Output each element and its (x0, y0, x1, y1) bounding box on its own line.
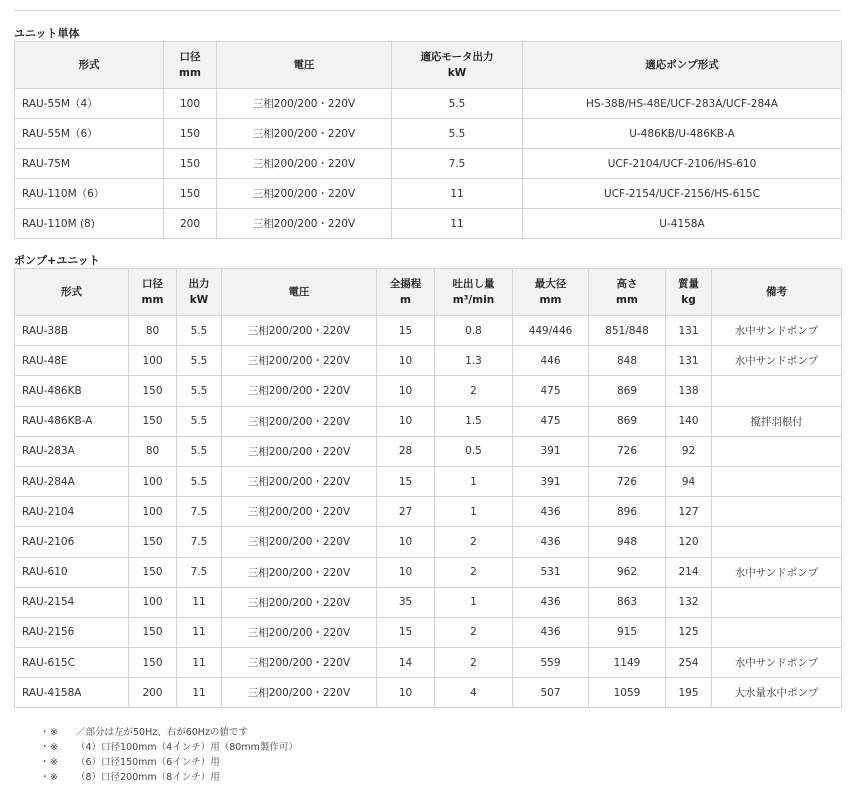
table-cell: 11 (392, 179, 523, 209)
table-row (15, 149, 842, 179)
table-cell: 三相200/200・220V (222, 527, 377, 557)
table-row (15, 89, 842, 119)
table-cell: RAU-2156 (15, 617, 129, 647)
column-header: 全揚程 m (377, 269, 435, 316)
table-cell: RAU-283A (15, 436, 129, 466)
table-cell: RAU-610 (15, 557, 129, 587)
table-cell (712, 587, 842, 617)
table-row (15, 678, 842, 708)
table-cell: 948 (589, 527, 666, 557)
table-header-row (15, 42, 842, 89)
bullet: ・ (40, 772, 50, 783)
table-cell: 475 (513, 406, 589, 436)
table-cell: 80 (129, 316, 177, 346)
table-header-row (15, 269, 842, 316)
column-header: 高さ mm (589, 269, 666, 316)
table-cell: 11 (177, 648, 222, 678)
column-header: 最大径 mm (513, 269, 589, 316)
table-cell: 7.5 (392, 149, 523, 179)
column-header: 形式 (15, 42, 164, 89)
pump-table-title: ポンプ+ユニット (14, 254, 100, 267)
table-cell: 150 (164, 179, 217, 209)
table-cell: 150 (129, 376, 177, 406)
table-row (15, 376, 842, 406)
table-cell: 531 (513, 557, 589, 587)
table-cell: 92 (666, 436, 712, 466)
table-cell: 869 (589, 376, 666, 406)
table-cell: 200 (129, 678, 177, 708)
table-cell: 28 (377, 436, 435, 466)
table-cell: 水中サンドポンプ (712, 316, 842, 346)
table-cell: 391 (513, 466, 589, 496)
table-row (15, 648, 842, 678)
table-row (15, 179, 842, 209)
table-cell: 100 (129, 497, 177, 527)
table-cell: 446 (513, 346, 589, 376)
table-cell: 15 (377, 466, 435, 496)
table-cell: 1059 (589, 678, 666, 708)
table-cell: 100 (129, 346, 177, 376)
table-cell: 三相200/200・220V (217, 149, 392, 179)
table-cell: UCF-2104/UCF-2106/HS-610 (523, 149, 842, 179)
table-cell: 11 (392, 209, 523, 239)
bullet: ・ (40, 727, 50, 738)
table-cell: 131 (666, 346, 712, 376)
table-cell: RAU-615C (15, 648, 129, 678)
table-cell: 0.8 (435, 316, 513, 346)
table-cell: 391 (513, 436, 589, 466)
table-cell: 132 (666, 587, 712, 617)
table-row (15, 406, 842, 436)
column-header: 口径 mm (129, 269, 177, 316)
footnotes-list (40, 725, 298, 785)
table-cell: 5.5 (392, 119, 523, 149)
table-cell: 475 (513, 376, 589, 406)
table-cell: 962 (589, 557, 666, 587)
table-cell: 2 (435, 648, 513, 678)
table-cell: 水中サンドポンプ (712, 346, 842, 376)
column-header: 電圧 (217, 42, 392, 89)
table-row (15, 557, 842, 587)
table-cell: 436 (513, 497, 589, 527)
column-header: 質量 kg (666, 269, 712, 316)
table-cell: RAU-2106 (15, 527, 129, 557)
table-cell (712, 527, 842, 557)
table-cell: 150 (129, 406, 177, 436)
table-cell: 127 (666, 497, 712, 527)
table-cell: 1.5 (435, 406, 513, 436)
table-cell: 915 (589, 617, 666, 647)
table-cell: RAU-486KB (15, 376, 129, 406)
table-cell: 726 (589, 436, 666, 466)
table-cell: RAU-55M（4） (15, 89, 164, 119)
table-cell: RAU-55M（6） (15, 119, 164, 149)
top-divider (14, 10, 841, 11)
table-cell: 507 (513, 678, 589, 708)
table-cell: 100 (164, 89, 217, 119)
table-cell: 水中サンドポンプ (712, 648, 842, 678)
table-cell (712, 497, 842, 527)
table-cell: 三相200/200・220V (222, 316, 377, 346)
table-cell: 138 (666, 376, 712, 406)
table-cell: 大水量水中ポンプ (712, 678, 842, 708)
table-cell: 三相200/200・220V (217, 179, 392, 209)
table-row (15, 346, 842, 376)
table-cell: 120 (666, 527, 712, 557)
table-cell: RAU-48E (15, 346, 129, 376)
footnote-item (40, 755, 298, 770)
column-header: 形式 (15, 269, 129, 316)
table-cell: 1 (435, 466, 513, 496)
table-cell: 三相200/200・220V (222, 346, 377, 376)
table-row (15, 617, 842, 647)
table-cell: 三相200/200・220V (217, 209, 392, 239)
table-cell: 三相200/200・220V (217, 119, 392, 149)
table-cell: RAU-284A (15, 466, 129, 496)
table-cell: 150 (129, 527, 177, 557)
table-cell: 三相200/200・220V (222, 587, 377, 617)
bullet: ・ (40, 742, 50, 753)
table-cell: RAU-486KB-A (15, 406, 129, 436)
table-cell: 896 (589, 497, 666, 527)
table-cell: 10 (377, 346, 435, 376)
table-row (15, 497, 842, 527)
table-cell: 2 (435, 617, 513, 647)
table-cell: 2 (435, 527, 513, 557)
table-cell: 100 (129, 466, 177, 496)
pump-unit-spec-table (14, 268, 842, 708)
table-cell: 35 (377, 587, 435, 617)
table-cell: 4 (435, 678, 513, 708)
table-cell: 三相200/200・220V (222, 436, 377, 466)
table-cell: 11 (177, 617, 222, 647)
table-cell: 2 (435, 376, 513, 406)
table-cell: 200 (164, 209, 217, 239)
table-row (15, 209, 842, 239)
table-cell: UCF-2154/UCF-2156/HS-615C (523, 179, 842, 209)
table-row (15, 587, 842, 617)
table-cell: 436 (513, 617, 589, 647)
table-cell: 5.5 (177, 466, 222, 496)
table-cell: 131 (666, 316, 712, 346)
unit-table-title: ユニット単体 (14, 27, 80, 40)
table-cell: 5.5 (392, 89, 523, 119)
table-cell: 150 (129, 648, 177, 678)
table-cell: 5.5 (177, 316, 222, 346)
table-cell: 1 (435, 587, 513, 617)
table-cell: 三相200/200・220V (222, 648, 377, 678)
table-cell: 7.5 (177, 527, 222, 557)
table-cell: 848 (589, 346, 666, 376)
table-cell: 10 (377, 406, 435, 436)
table-cell: 5.5 (177, 436, 222, 466)
table-cell: RAU-2104 (15, 497, 129, 527)
table-row (15, 527, 842, 557)
table-cell (712, 436, 842, 466)
table-cell: 2 (435, 557, 513, 587)
table-cell: 5.5 (177, 406, 222, 436)
table-cell: HS-38B/HS-48E/UCF-283A/UCF-284A (523, 89, 842, 119)
table-cell: 5.5 (177, 346, 222, 376)
table-row (15, 316, 842, 346)
table-cell: 0.5 (435, 436, 513, 466)
table-cell: 15 (377, 617, 435, 647)
table-cell: RAU-110M (8) (15, 209, 164, 239)
table-cell: 三相200/200・220V (222, 497, 377, 527)
table-cell: 三相200/200・220V (217, 89, 392, 119)
table-cell: 869 (589, 406, 666, 436)
table-cell: 7.5 (177, 557, 222, 587)
table-cell: 7.5 (177, 497, 222, 527)
footnote-item (40, 725, 298, 740)
footnote-text: （6）口径150mm（6インチ）用 (76, 757, 220, 768)
table-cell: 1.3 (435, 346, 513, 376)
table-cell: RAU-4158A (15, 678, 129, 708)
table-cell: 水中サンドポンプ (712, 557, 842, 587)
table-cell (712, 466, 842, 496)
footnote-item (40, 740, 298, 755)
column-header: 口径 mm (164, 42, 217, 89)
table-cell: 150 (129, 557, 177, 587)
table-row (15, 436, 842, 466)
table-cell: 三相200/200・220V (222, 376, 377, 406)
table-cell (712, 376, 842, 406)
column-header: 備考 (712, 269, 842, 316)
table-cell: 449/446 (513, 316, 589, 346)
table-cell: 1 (435, 497, 513, 527)
table-cell: U-4158A (523, 209, 842, 239)
table-cell: 726 (589, 466, 666, 496)
footnote-text: （8）口径200mm（8インチ）用 (76, 772, 220, 783)
table-cell (712, 617, 842, 647)
bullet: ・ (40, 757, 50, 768)
table-cell: RAU-2154 (15, 587, 129, 617)
table-cell: 27 (377, 497, 435, 527)
table-cell: U-486KB/U-486KB-A (523, 119, 842, 149)
table-cell: 436 (513, 527, 589, 557)
table-cell: 150 (164, 149, 217, 179)
table-cell: 11 (177, 678, 222, 708)
note-mark: ※ (50, 742, 58, 753)
table-cell: 195 (666, 678, 712, 708)
table-cell: 80 (129, 436, 177, 466)
table-cell: RAU-75M (15, 149, 164, 179)
table-row (15, 466, 842, 496)
table-cell: 863 (589, 587, 666, 617)
footnote-item (40, 770, 298, 785)
table-cell: 150 (129, 617, 177, 647)
unit-spec-table (14, 41, 842, 239)
column-header: 吐出し量 m³/min (435, 269, 513, 316)
table-cell: 10 (377, 527, 435, 557)
table-cell: 10 (377, 557, 435, 587)
table-cell: 436 (513, 587, 589, 617)
note-mark: ※ (50, 772, 58, 783)
table-cell: 140 (666, 406, 712, 436)
column-header: 電圧 (222, 269, 377, 316)
table-cell: 三相200/200・220V (222, 557, 377, 587)
table-cell: 851/848 (589, 316, 666, 346)
table-cell: 撹拌羽根付 (712, 406, 842, 436)
table-cell: 214 (666, 557, 712, 587)
table-cell: 三相200/200・220V (222, 466, 377, 496)
column-header: 適応ポンプ形式 (523, 42, 842, 89)
table-cell: 94 (666, 466, 712, 496)
note-mark: ※ (50, 757, 58, 768)
table-cell: RAU-110M（6） (15, 179, 164, 209)
table-cell: 10 (377, 678, 435, 708)
table-cell: 1149 (589, 648, 666, 678)
column-header: 出力 kW (177, 269, 222, 316)
table-cell: 三相200/200・220V (222, 406, 377, 436)
table-cell: 150 (164, 119, 217, 149)
column-header: 適応モータ出力 kW (392, 42, 523, 89)
table-row (15, 119, 842, 149)
table-cell: 14 (377, 648, 435, 678)
table-cell: 三相200/200・220V (222, 617, 377, 647)
table-cell: 100 (129, 587, 177, 617)
table-cell: 11 (177, 587, 222, 617)
table-cell: 559 (513, 648, 589, 678)
table-cell: 254 (666, 648, 712, 678)
footnote-text: （4）口径100mm（4インチ）用（80mm製作可） (76, 742, 298, 753)
table-cell: 10 (377, 376, 435, 406)
table-cell: 125 (666, 617, 712, 647)
table-cell: 15 (377, 316, 435, 346)
table-cell: 5.5 (177, 376, 222, 406)
table-cell: 三相200/200・220V (222, 678, 377, 708)
table-cell: RAU-38B (15, 316, 129, 346)
footnote-text: ／部分は左が50Hz、右が60Hzの値です (76, 727, 248, 738)
note-mark: ※ (50, 727, 58, 738)
